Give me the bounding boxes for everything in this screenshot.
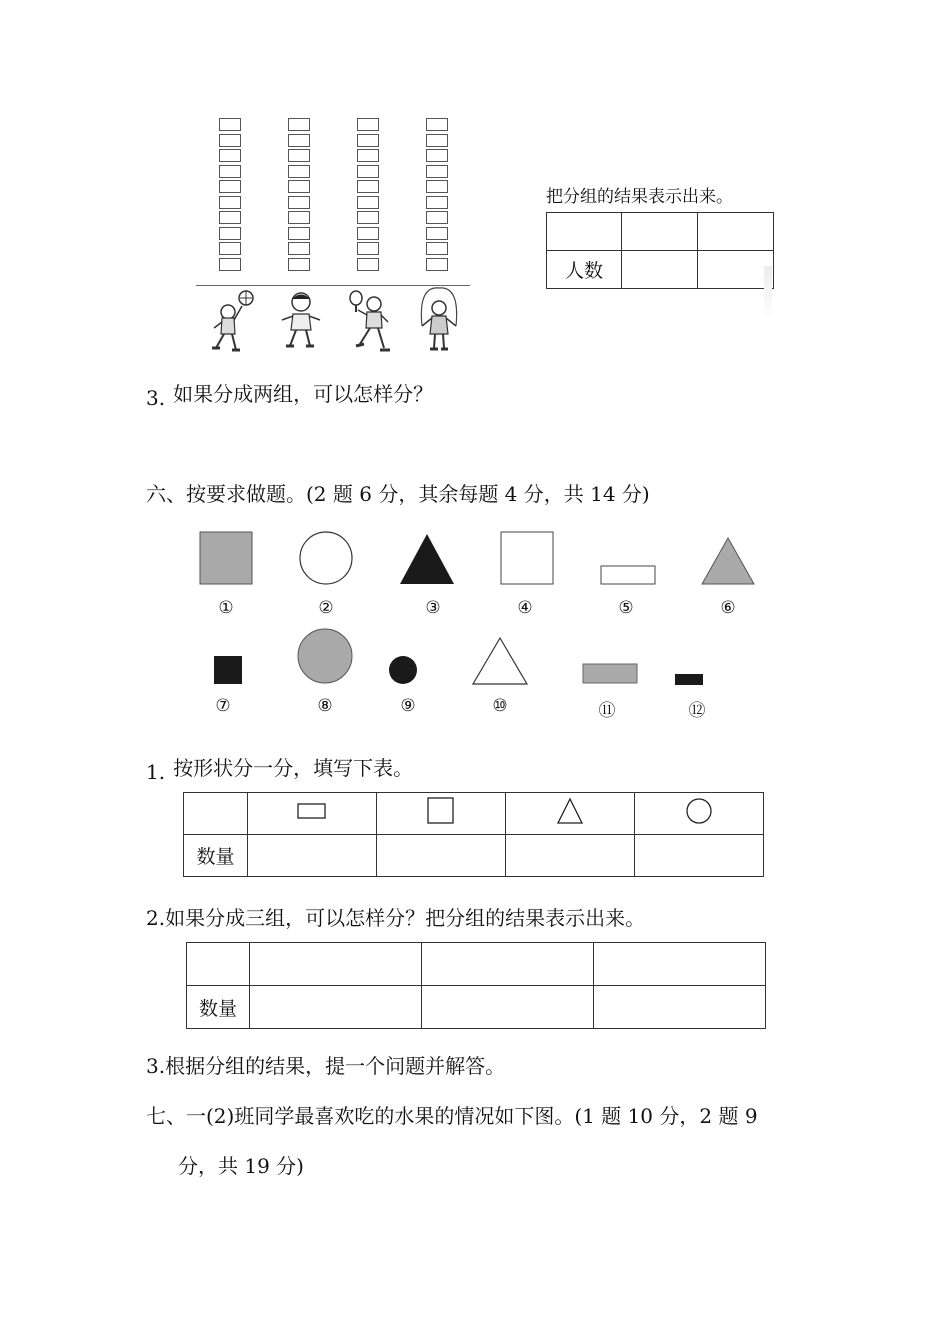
white-square-shape	[501, 532, 553, 584]
row-label-renshu: 人数	[547, 251, 622, 289]
empty-count-box[interactable]	[426, 258, 448, 271]
shape-label: ⑨	[400, 696, 416, 716]
section-6-title: 六、按要求做题。(2 题 6 分，其余每题 4 分，共 14 分)	[146, 482, 650, 506]
empty-count-box[interactable]	[357, 180, 379, 193]
scan-artifact	[764, 266, 772, 322]
table-cell[interactable]	[422, 943, 594, 986]
question-3	[146, 378, 434, 410]
empty-count-box[interactable]	[357, 227, 379, 240]
empty-count-box[interactable]	[219, 134, 241, 147]
shapes-row-1	[190, 526, 770, 596]
empty-count-box[interactable]	[288, 118, 310, 131]
section6-question-2: 2.如果分成三组，可以怎样分？把分组的结果表示出来。	[146, 906, 646, 930]
table-cell[interactable]	[698, 213, 774, 251]
shapes-row-2	[200, 626, 720, 690]
header-triangle	[506, 793, 635, 835]
empty-count-box[interactable]	[288, 196, 310, 209]
empty-count-box[interactable]	[357, 149, 379, 162]
table-cell[interactable]	[622, 213, 698, 251]
empty-count-box[interactable]	[357, 258, 379, 271]
gray-square-shape	[200, 532, 252, 584]
small-black-square-shape	[214, 656, 242, 684]
kid-pingpong-icon	[346, 288, 396, 354]
white-triangle-shape	[473, 638, 527, 684]
row-label-quantity: 数量	[187, 986, 250, 1029]
three-group-table	[186, 942, 766, 1029]
empty-count-box[interactable]	[426, 242, 448, 255]
empty-count-box[interactable]	[357, 165, 379, 178]
header-rectangle	[248, 793, 377, 835]
empty-count-box[interactable]	[357, 196, 379, 209]
black-triangle-shape	[400, 534, 454, 584]
empty-count-box[interactable]	[426, 180, 448, 193]
shape-label: ②	[318, 598, 334, 618]
circle-icon	[684, 797, 714, 825]
table-cell[interactable]	[250, 943, 422, 986]
empty-count-box[interactable]	[288, 242, 310, 255]
empty-count-box[interactable]	[426, 149, 448, 162]
empty-count-box[interactable]	[426, 118, 448, 131]
table-cell[interactable]	[187, 943, 250, 986]
empty-count-box[interactable]	[219, 258, 241, 271]
empty-count-box[interactable]	[426, 134, 448, 147]
table-cell[interactable]	[506, 835, 635, 877]
empty-count-box[interactable]	[219, 196, 241, 209]
gray-rectangle-shape	[583, 664, 637, 683]
table-cell[interactable]	[698, 251, 774, 289]
shape-label: ⑦	[215, 696, 231, 716]
shape-label: ⑥	[720, 598, 736, 618]
section-7-title-line1: 七、一(2)班同学最喜欢吃的水果的情况如下图。(1 题 10 分，2 题 9	[146, 1104, 758, 1128]
shape-label: ⑧	[317, 696, 333, 716]
shape-label: ⑪	[598, 701, 616, 721]
shape-label: ①	[218, 598, 234, 618]
header-circle	[635, 793, 764, 835]
shape-label: ⑩	[492, 696, 508, 716]
section6-question-1	[146, 752, 414, 784]
shape-label: ⑫	[688, 701, 706, 721]
triangle-icon	[555, 797, 585, 825]
shape-label: ④	[517, 598, 533, 618]
table-cell[interactable]	[248, 835, 377, 877]
empty-count-box[interactable]	[219, 180, 241, 193]
empty-count-box[interactable]	[426, 165, 448, 178]
table-cell[interactable]	[250, 986, 422, 1029]
header-square	[377, 793, 506, 835]
table-cell[interactable]	[622, 251, 698, 289]
gray-triangle-shape	[702, 538, 754, 584]
table-cell[interactable]	[377, 835, 506, 877]
table-cell[interactable]	[422, 986, 594, 1029]
empty-count-box[interactable]	[219, 149, 241, 162]
small-black-rectangle-shape	[675, 674, 703, 685]
table-cell[interactable]	[594, 986, 766, 1029]
empty-count-box[interactable]	[357, 118, 379, 131]
gray-circle-shape	[298, 629, 352, 683]
row-label-quantity: 数量	[184, 835, 248, 877]
empty-count-box[interactable]	[288, 258, 310, 271]
empty-count-box[interactable]	[288, 165, 310, 178]
empty-count-box[interactable]	[288, 134, 310, 147]
empty-count-box[interactable]	[357, 134, 379, 147]
empty-count-box[interactable]	[426, 196, 448, 209]
empty-count-box[interactable]	[288, 211, 310, 224]
section-7-title-line2: 分，共 19 分)	[178, 1154, 304, 1178]
result-caption: 把分组的结果表示出来。	[546, 187, 733, 207]
table-cell	[184, 793, 248, 835]
kid-jumprope-icon	[414, 286, 464, 356]
shape-label: ⑤	[618, 598, 634, 618]
table-cell[interactable]	[547, 213, 622, 251]
square-icon	[426, 797, 456, 825]
question-text: 按形状分一分，填写下表。	[173, 756, 414, 780]
empty-count-box[interactable]	[426, 227, 448, 240]
white-circle-shape	[300, 532, 352, 584]
question-number: 1.	[146, 760, 166, 784]
small-black-circle-shape	[389, 656, 417, 684]
empty-count-box[interactable]	[219, 118, 241, 131]
shape-count-table	[183, 792, 764, 877]
shape-label: ③	[425, 598, 441, 618]
kid-jumping-icon	[276, 290, 326, 352]
empty-count-box[interactable]	[219, 165, 241, 178]
group-result-table	[546, 212, 774, 289]
table-cell[interactable]	[594, 943, 766, 986]
rectangle-icon	[297, 802, 327, 820]
empty-count-box[interactable]	[288, 227, 310, 240]
kid-basketball-icon	[202, 288, 262, 354]
empty-count-box[interactable]	[219, 242, 241, 255]
empty-count-box[interactable]	[426, 211, 448, 224]
white-rectangle-shape	[601, 566, 655, 584]
empty-count-box[interactable]	[219, 211, 241, 224]
question-text: 如果分成两组，可以怎样分？	[173, 382, 434, 406]
empty-count-box[interactable]	[288, 180, 310, 193]
question-number: 3.	[146, 386, 166, 410]
table-cell[interactable]	[635, 835, 764, 877]
empty-count-box[interactable]	[219, 227, 241, 240]
section6-question-3: 3.根据分组的结果，提一个问题并解答。	[146, 1054, 506, 1078]
empty-count-box[interactable]	[357, 211, 379, 224]
empty-count-box[interactable]	[288, 149, 310, 162]
empty-count-box[interactable]	[357, 242, 379, 255]
